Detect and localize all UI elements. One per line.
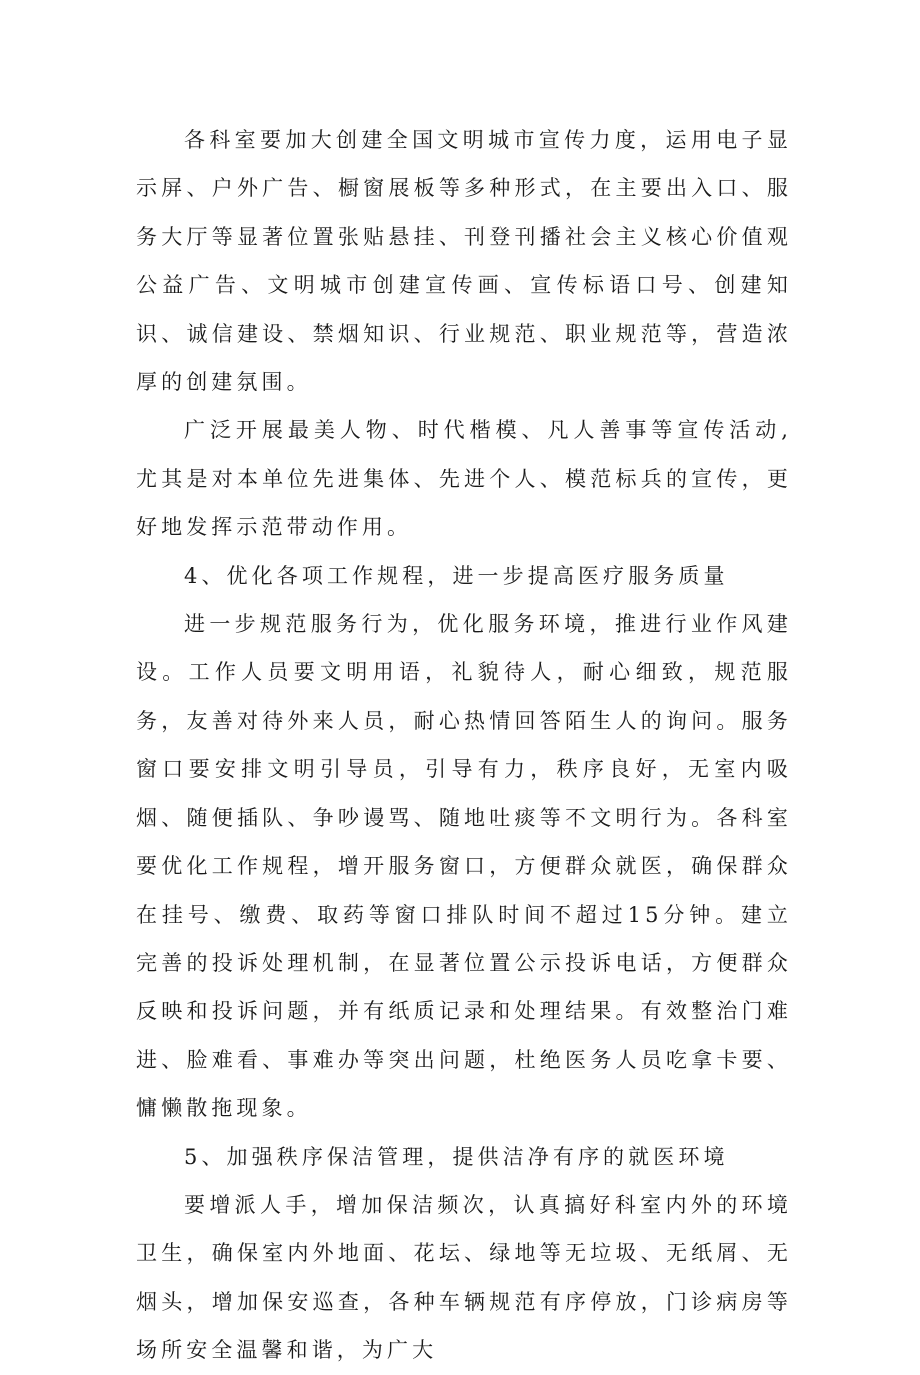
paragraph-cleaning-order: 要增派人手，增加保洁频次，认真搞好科室内外的环境卫生，确保室内外地面、花坛、绿地等无垃圾、无纸屑、无烟头，增加保安巡查，各种车辆规范有序停放，门诊病房等场所安全温馨和谐，为广大 [136, 1192, 792, 1363]
section-heading-5: 5、加强秩序保洁管理，提供洁净有序的就医环境 [184, 1144, 729, 1169]
paragraph-service-standards: 进一步规范服务行为，优化服务环境，推进行业作风建设。工作人员要文明用语，礼貌待人，耐心细致，规范服务，友善对待外来人员，耐心热情回答陌生人的询问。服务窗口要安排文明引导员，引导有力，秩序良好，无室内吸烟、随便插队、争吵谩骂、随地吐痰等不文明行为。各科室要优化工作规程，增开服务窗口，方便群众就医，确保群众在挂号、缴费、取药等窗口排队时间不超过15分钟。建立完善的投诉处理机制，在显著位置公示投诉电话，方便群众反映和投诉问题，并有纸质记录和处理结果。有效整治门难进、脸难看、事难办等突出问题，杜绝医务人员吃拿卡要、慵懒散拖现象。 [136, 612, 792, 1121]
section-heading-4: 4、优化各项工作规程，进一步提高医疗服务质量 [184, 563, 729, 588]
document-body [136, 116, 792, 1375]
paragraph-publicity-methods: 各科室要加大创建全国文明城市宣传力度，运用电子显示屏、户外广告、橱窗展板等多种形式，在主要出入口、服务大厅等显著位置张贴悬挂、刊登刊播社会主义核心价值观公益广告、文明城市创建宣传画、宣传标语口号、创建知识、诚信建设、禁烟知识、行业规范、职业规范等，营造浓厚的创建氛围。 [136, 128, 792, 395]
paragraph-role-models: 广泛开展最美人物、时代楷模、凡人善事等宣传活动,尤其是对本单位先进集体、先进个人、模范标兵的宣传，更好地发挥示范带动作用。 [136, 418, 792, 540]
